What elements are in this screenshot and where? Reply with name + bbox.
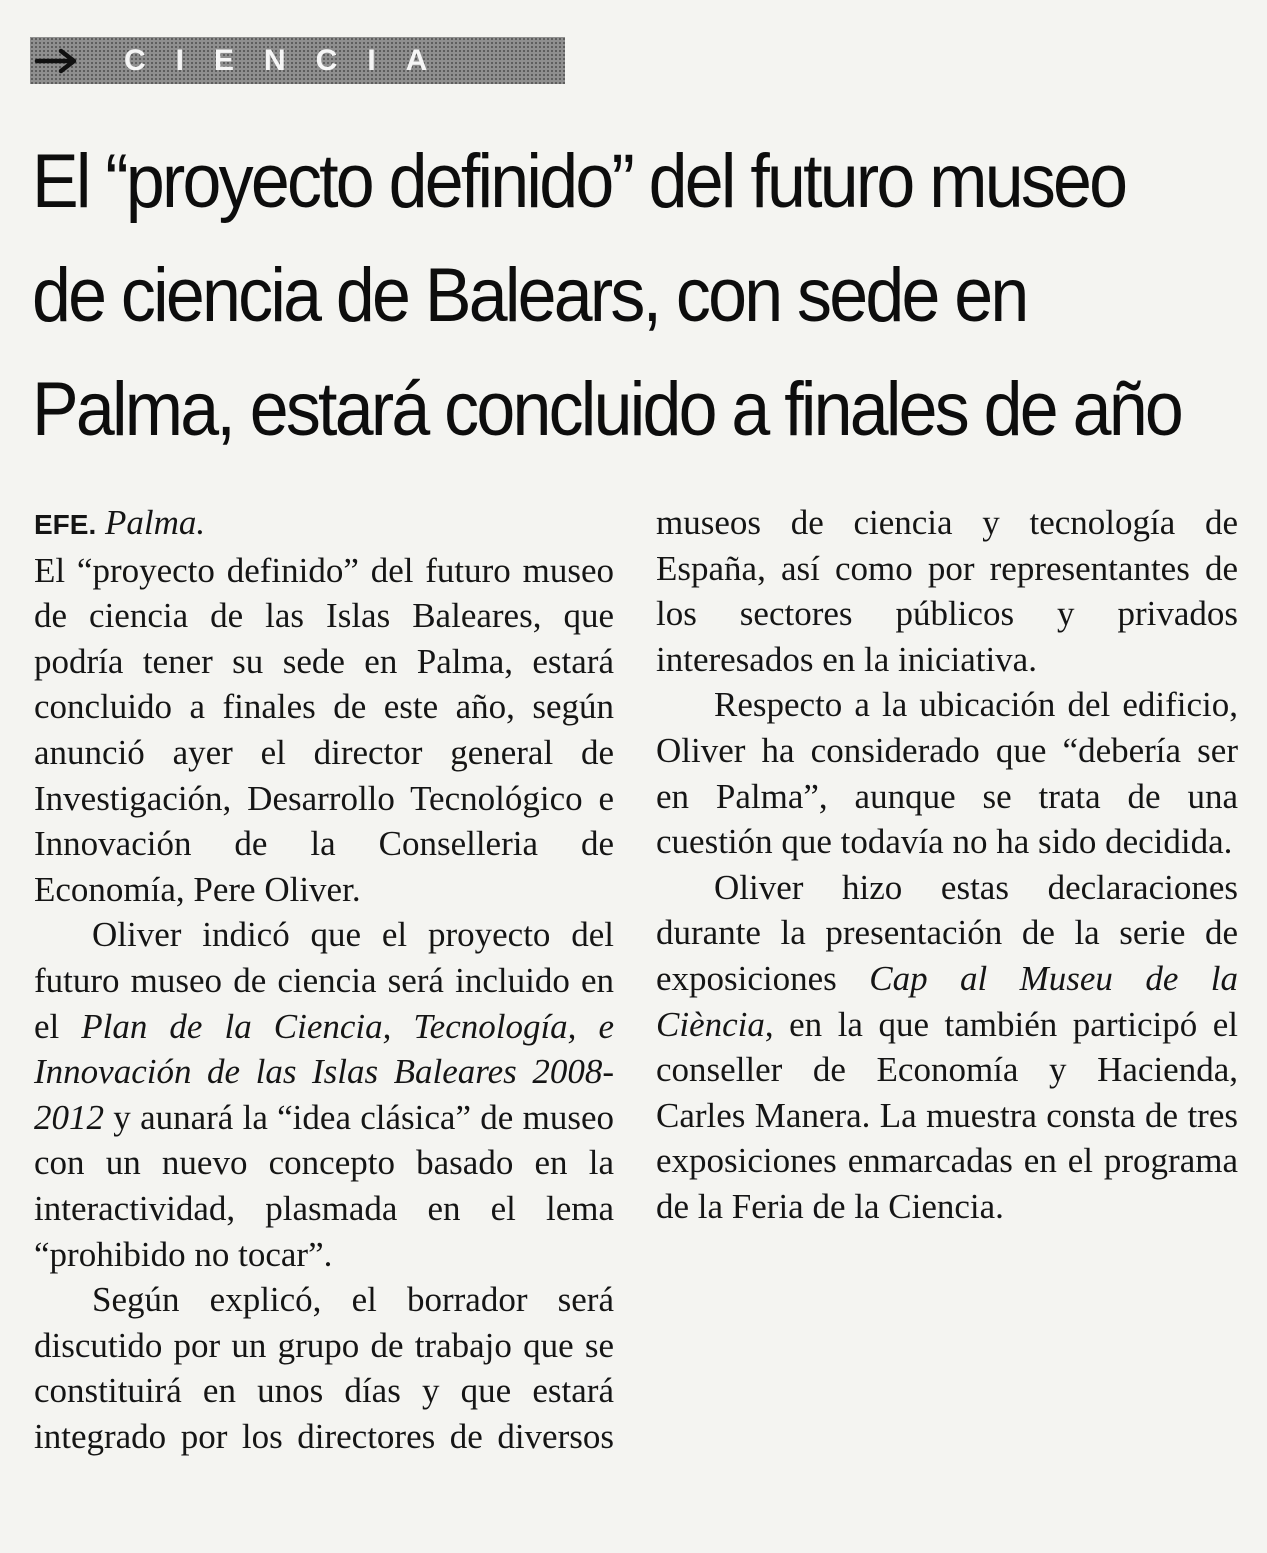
paragraph-2 [34, 912, 614, 1277]
headline-line: El “proyecto definido” del futuro museo [32, 139, 1126, 224]
paragraph-5-text-a: Oliver hizo estas declaraciones durante la presentación de la serie de exposiciones [656, 867, 1238, 998]
dateline-city: Palma. [104, 503, 206, 542]
dateline-agency: EFE. [34, 509, 97, 540]
arrow-right-icon [34, 46, 82, 76]
paragraph-5-text-b: , en la que también participó el conseller de Economía y Hacienda, Carles Manera. La muestra consta de tres exposiciones enmarcadas en el programa de la Feria de la Ciencia. [656, 1004, 1238, 1226]
headline [32, 125, 1181, 467]
section-label: CIENCIA [124, 43, 458, 77]
paragraph-4: Respecto a la ubicación del edificio, Oliver ha considerado que “debería ser en Palma”, aunque se trata de una cuestión que todavía no ha sido decidida. [656, 685, 1238, 862]
paragraph-1: El “proyecto definido” del futuro museo de ciencia de las Islas Baleares, que podría tener su sede en Palma, estará concluido a finales de este año, según anunció ayer el director general de Investigación, Desarrollo Tecnológico e Innovación de la Conselleria de Economía, Pere Oliver. [34, 550, 614, 909]
headline-line: Palma, estará concluido a finales de año [32, 367, 1181, 452]
paragraph-3: Según explicó, el borrador será discutido por un grupo de trabajo que se constituirá en unos días y que estará integrado por los directores de diversos [34, 1280, 614, 1456]
paragraph-2-plan-title: Plan de la Ciencia, Tecnología, e Innovación de las Islas Baleares 2008-2012 [34, 1006, 614, 1137]
article-column-left [34, 500, 614, 1459]
headline-line: de ciencia de Balears, con sede en [32, 253, 1027, 338]
paragraph-2-text-b: y aunará la “idea clásica” de museo con un nuevo concepto basado en la interactividad, plasmada en el lema “prohibido no tocar”. [34, 1097, 614, 1274]
paragraph-5-exhibition-title: Cap al Museu de la Ciència [656, 958, 1239, 1044]
paragraph-5 [656, 865, 1238, 1230]
section-header-bar [30, 37, 565, 84]
dateline [34, 500, 614, 548]
paragraph-2-text-a: Oliver indicó que el proyecto del futuro museo de ciencia será incluido en el [34, 915, 614, 1046]
paragraph-3-continued: museos de ciencia y tecnología de España, así como por representantes de los sectores públicos y privados interesados en la iniciativa. [656, 503, 1238, 679]
article-column-right [656, 500, 1238, 1230]
